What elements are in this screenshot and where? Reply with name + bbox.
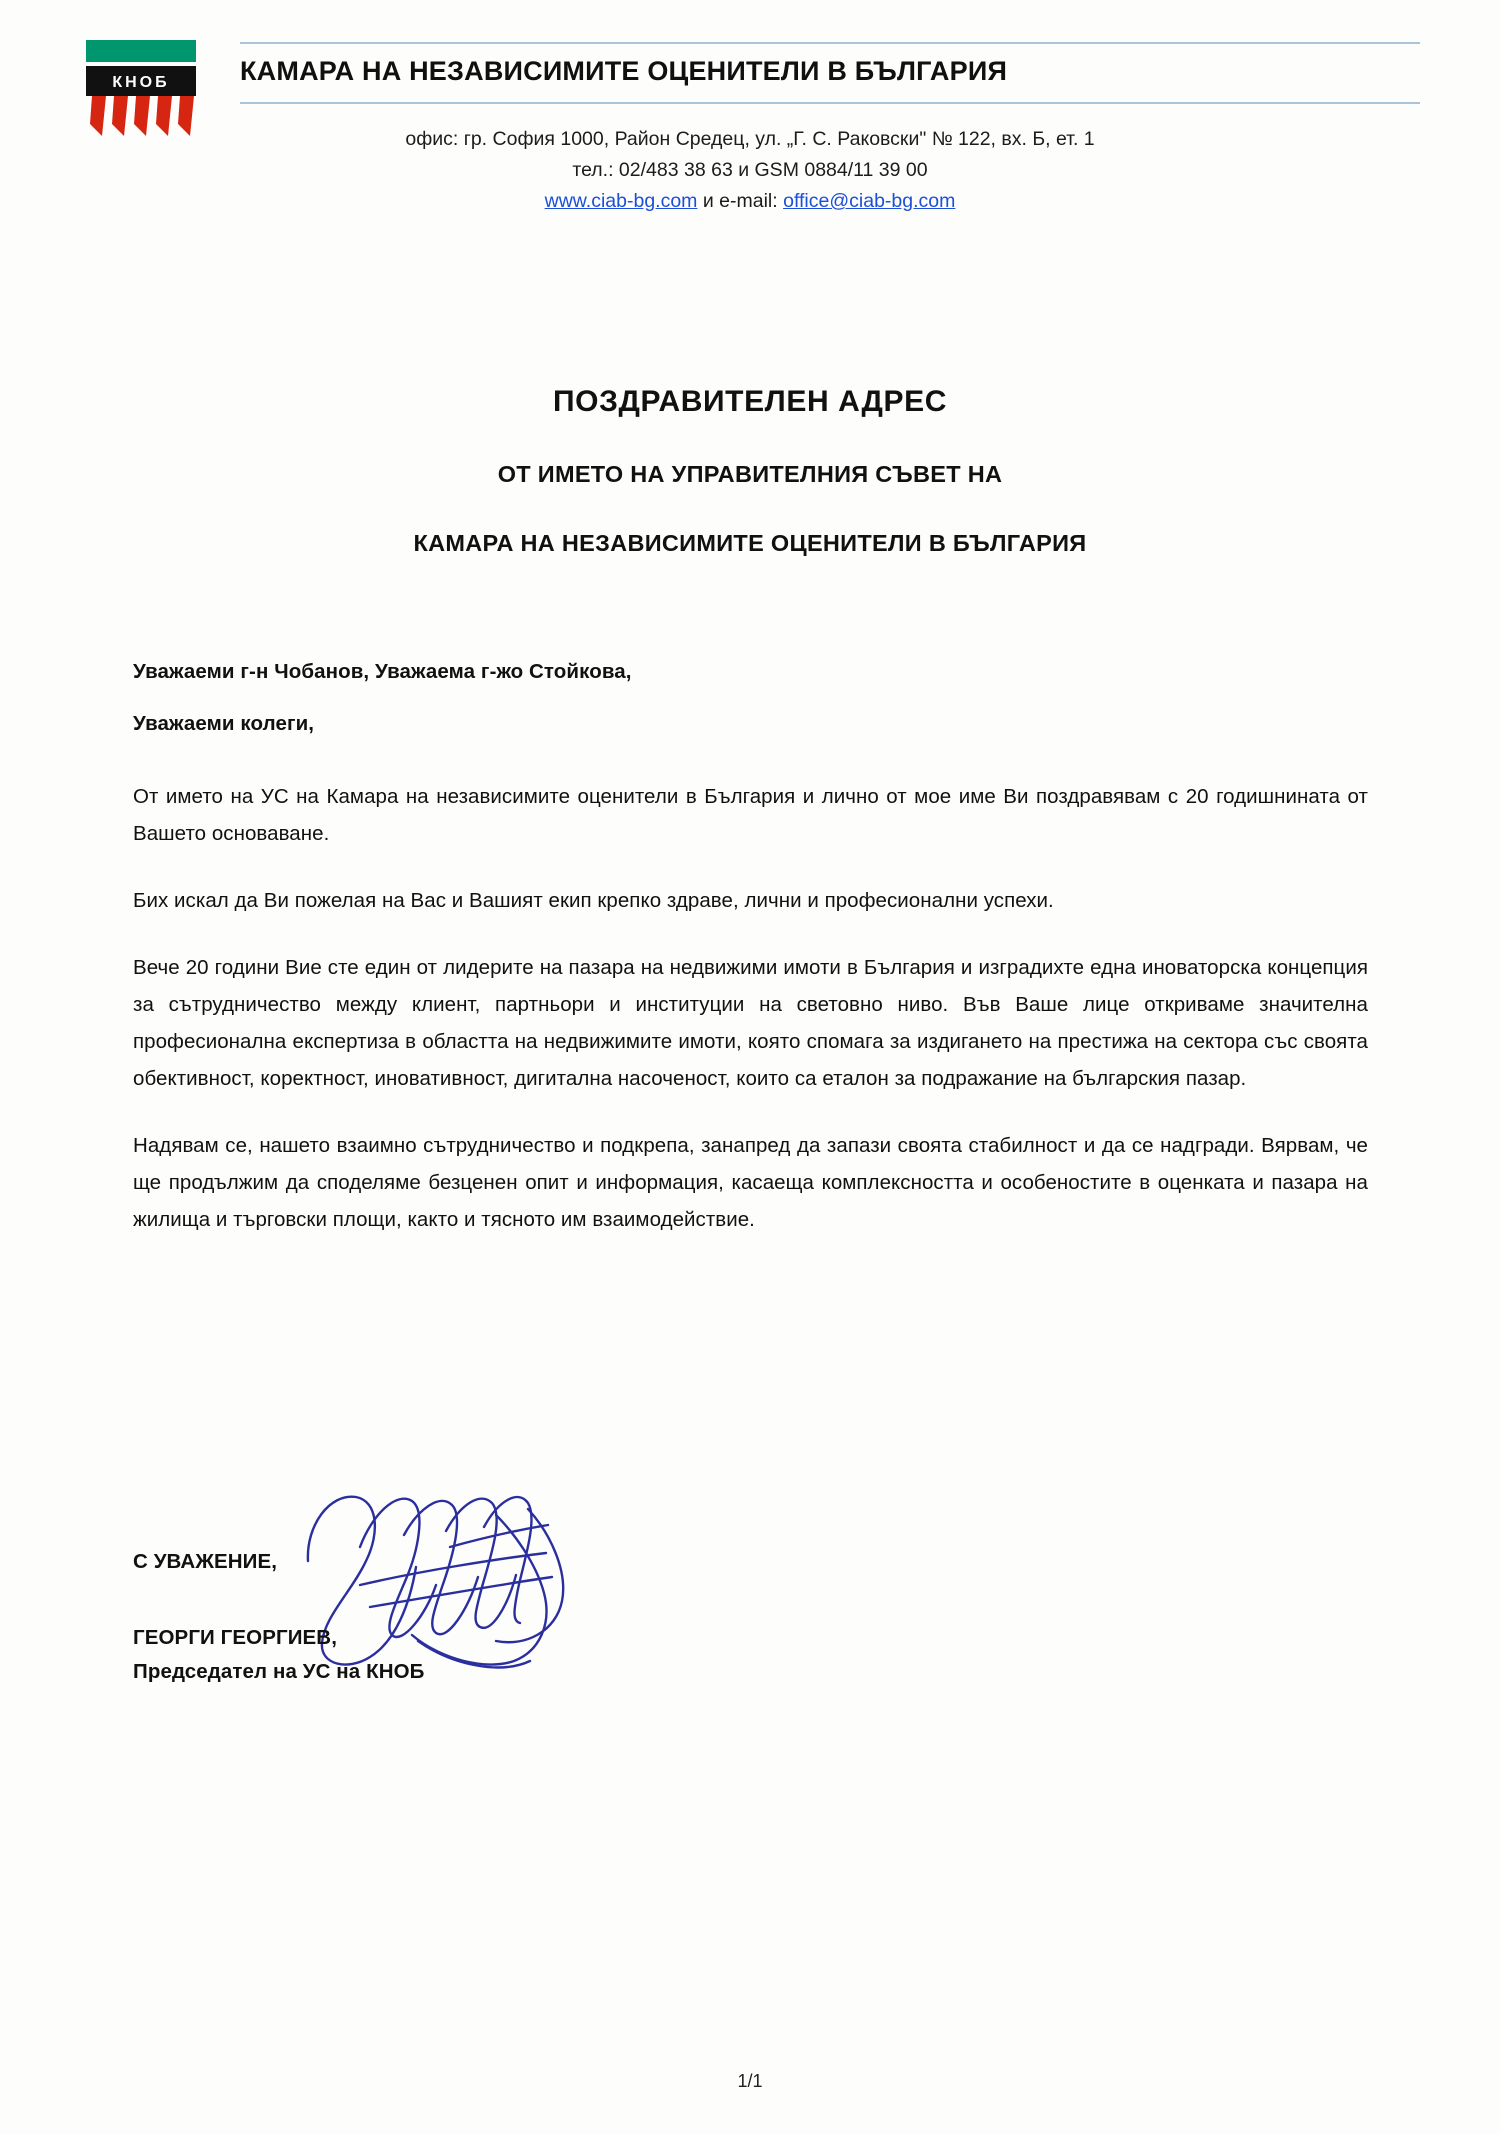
letterhead [80,34,1420,114]
letter-body [133,660,1368,1268]
salutation-primary: Уважаеми г-н Чобанов, Уважаема г-жо Стойкова, [133,660,632,683]
email-conjunction: и e-mail: [697,190,784,212]
paragraph: От името на УС на Камара на независимите оценители в България и лично от мое име Ви поздравявам с 20 годишнината от Вашето основаване. [133,785,1368,845]
salutation-colleagues: Уважаеми колеги, [133,712,315,735]
page-number: 1/1 [737,2071,763,2091]
organization-title: КАМАРА НА НЕЗАВИСИМИТЕ ОЦЕНИТЕЛИ В БЪЛГАРИЯ [240,56,1008,86]
subtitle-board: ОТ ИМЕТО НА УПРАВИТЕЛНИЯ СЪВЕТ НА [497,461,1003,487]
subtitle-organization: КАМАРА НА НЕЗАВИСИМИТЕ ОЦЕНИТЕЛИ В БЪЛГАРИЯ [413,530,1087,556]
closing-regards: С УВАЖЕНИЕ, [133,1550,278,1573]
signature-block [133,1545,833,1689]
website-link[interactable]: www.ciab-bg.com [544,190,698,212]
signer-name: ГЕОРГИ ГЕОРГИЕВ, [133,1626,338,1649]
contact-details [0,124,1500,217]
signer-position: Председател на УС на КНОБ [133,1660,425,1683]
paragraph: Вече 20 години Вие сте един от лидерите на пазара на недвижими имоти в България и изградихте една иноваторска концепция за сътрудничество между клиент, партньори и институции на световно ниво. Във Ваше лице откриваме значителна професионална експертиза в областта на недвижимите имоти, която спомага за издигането на престижа на сектора със своята обективност, коректност, иновативност, дигитална насоченост, които са еталон за подражание на българския пазар. [133,956,1368,1090]
office-address: офис: гр. София 1000, Район Средец, ул. „Г. С. Раковски" № 122, вх. Б, ет. 1 [405,128,1095,150]
email-link[interactable]: office@ciab-bg.com [783,190,956,212]
header-rule-top [240,42,1420,44]
paragraph: Бих искал да Ви пожелая на Вас и Вашият екип крепко здраве, лични и професионални успехи. [133,889,1054,912]
header-rule-bottom [240,102,1420,104]
paragraph: Надявам се, нашето взаимно сътрудничество и подкрепа, занапред да запази своята стабилност и да се надгради. Вярвам, че ще продължим да споделяме безценен опит и информация, касаеща комплексността и особеностите в оценката и пазара на жилища и търговски площи, както и тясното им взаимодействие. [133,1134,1368,1231]
page-title: ПОЗДРАВИТЕЛЕН АДРЕС [553,385,947,418]
web-email-line [0,186,1500,217]
document-headings [0,385,1500,557]
svg-text:КНОБ: КНОБ [112,74,170,91]
phone-numbers: тел.: 02/483 38 63 и GSM 0884/11 39 00 [572,159,928,181]
